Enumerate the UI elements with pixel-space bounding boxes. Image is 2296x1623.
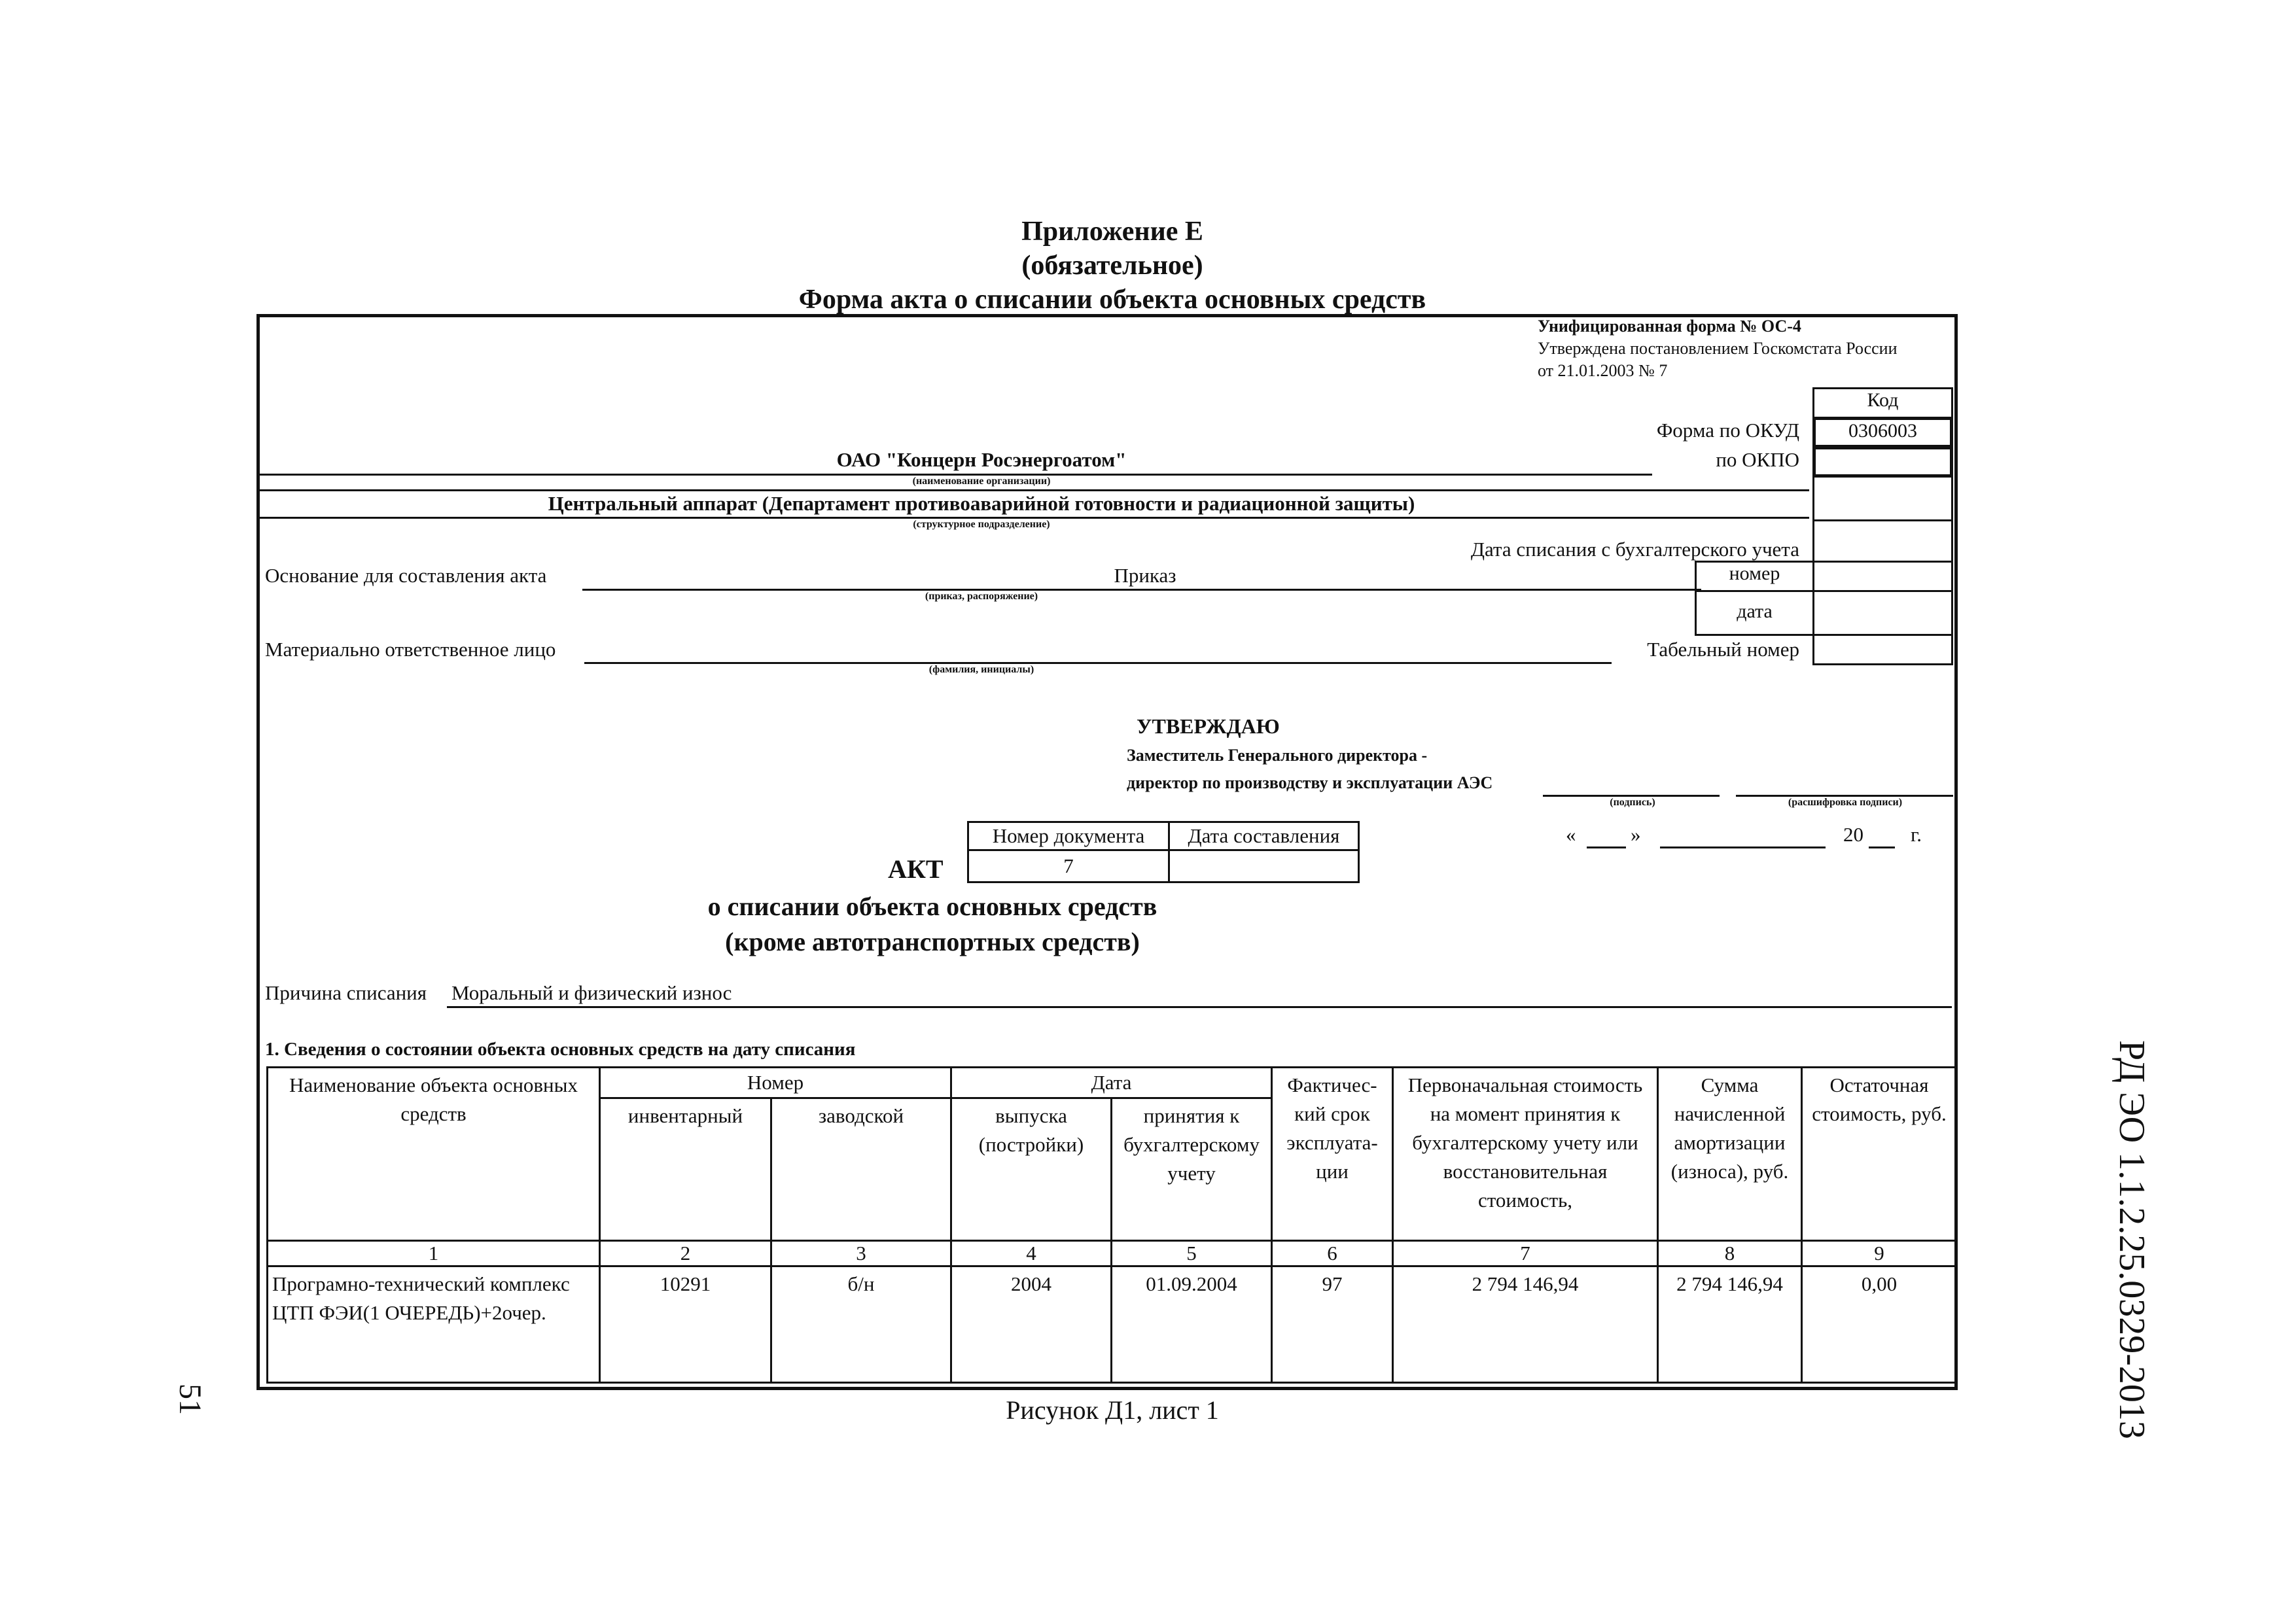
code-header: Код	[1812, 387, 1953, 419]
col8-header: Сумма начисленной амортизации (износа), руб.	[1658, 1068, 1802, 1241]
basis-number-label: номер	[1695, 561, 1814, 592]
doc-number-value: 7	[968, 850, 1169, 882]
basis-caption: (приказ, распоряжение)	[925, 591, 1038, 602]
release-date: 2004	[951, 1266, 1112, 1383]
doc-date-value[interactable]	[1169, 850, 1359, 882]
col6-header: Фактичес-кий срок эксплуата-ции	[1272, 1068, 1393, 1241]
document-table	[967, 821, 1360, 883]
depreciation: 2 794 146,94	[1658, 1266, 1802, 1383]
doc-date-header: Дата составления	[1169, 822, 1359, 850]
table-row	[268, 1266, 1957, 1383]
year-suffix: г.	[1911, 823, 1922, 846]
factory-number: б/н	[771, 1266, 951, 1383]
number-group-header: Номер	[600, 1068, 951, 1098]
side-document-code: РД ЭО 1.1.2.25.0329-2013	[2111, 1040, 2152, 1439]
approval-title: УТВЕРЖДАЮ	[1137, 714, 1280, 738]
column-number: 3	[771, 1241, 951, 1266]
unified-form-label: Унифицированная форма № ОС-4	[1538, 317, 1801, 336]
okpo-code[interactable]	[1812, 446, 1953, 478]
writeoff-date-label: Дата списания с бухгалтерского учета	[1470, 538, 1799, 561]
signature-caption: (подпись)	[1610, 797, 1655, 808]
writeoff-date-box[interactable]	[1812, 519, 1953, 563]
okpo-label: по ОКПО	[1716, 448, 1799, 471]
organization-caption: (наименование организации)	[912, 476, 1051, 487]
okud-label: Форма по ОКУД	[1656, 419, 1799, 442]
col1-header: Наименование объекта основных средств	[268, 1068, 600, 1241]
tab-number-label: Табельный номер	[1647, 638, 1799, 661]
col4-header: выпуска (постройки)	[951, 1098, 1112, 1241]
column-number: 1	[268, 1241, 600, 1266]
appendix-subtitle: (обязательное)	[1021, 251, 1203, 281]
section1-title: 1. Сведения о состоянии объекта основных средств на дату списания	[265, 1039, 856, 1060]
column-number: 2	[600, 1241, 771, 1266]
reason-line	[447, 1006, 1952, 1008]
year-line[interactable]	[1869, 846, 1895, 848]
accepted-date: 01.09.2004	[1112, 1266, 1272, 1383]
month-line[interactable]	[1660, 846, 1826, 848]
basis-date-label: дата	[1695, 590, 1814, 636]
col3-header: заводской	[771, 1098, 951, 1241]
column-number: 5	[1112, 1241, 1272, 1266]
organization-name: ОАО "Концерн Росэнергоатом"	[836, 448, 1127, 471]
division-name: Центральный аппарат (Департамент противоаварийной готовности и радиационной защиты)	[548, 492, 1415, 515]
approved-date-text: от 21.01.2003 № 7	[1538, 361, 1668, 380]
basis-label: Основание для составления акта	[265, 564, 547, 587]
doc-number-header: Номер документа	[968, 822, 1169, 850]
act-title-1: о списании объекта основных средств	[707, 892, 1157, 921]
col7-header: Первоначальная стоимость на момент принятия к бухгалтерскому учету или восстановительная стоимость,	[1393, 1068, 1658, 1241]
column-number: 8	[1658, 1241, 1802, 1266]
quote-close: »	[1631, 823, 1641, 846]
basis-date-box[interactable]	[1812, 590, 1953, 636]
approval-position-2: директор по производству и эксплуатации АЭС	[1127, 773, 1493, 792]
form-title: Форма акта о списании объекта основных средств	[798, 285, 1426, 315]
residual-value: 0,00	[1802, 1266, 1957, 1383]
initial-cost: 2 794 146,94	[1393, 1266, 1658, 1383]
okud-code: 0306003	[1812, 417, 1953, 448]
basis-number-box[interactable]	[1812, 561, 1953, 592]
year-prefix: 20	[1843, 823, 1863, 846]
inventory-number: 10291	[600, 1266, 771, 1383]
approved-by-text: Утверждена постановлением Госкомстата России	[1538, 339, 1898, 358]
col9-header: Остаточная стоимость, руб.	[1802, 1068, 1957, 1241]
column-number: 7	[1393, 1241, 1658, 1266]
reason-value: Моральный и физический износ	[451, 981, 732, 1004]
col2-header: инвентарный	[600, 1098, 771, 1241]
organization-divider	[258, 489, 1809, 491]
appendix-title: Приложение Е	[1021, 217, 1203, 247]
actual-term: 97	[1272, 1266, 1393, 1383]
column-number: 4	[951, 1241, 1112, 1266]
asset-name: Програмно-технический комплекс ЦТП ФЭИ(1 ОЧЕРЕДЬ)+2очер.	[268, 1266, 600, 1383]
division-caption: (структурное подразделение)	[913, 519, 1050, 530]
column-number: 9	[1802, 1241, 1957, 1266]
quote-open: «	[1566, 823, 1576, 846]
decode-caption: (расшифровка подписи)	[1788, 797, 1903, 808]
page-number: 51	[173, 1384, 207, 1415]
act-title-2: (кроме автотранспортных средств)	[725, 927, 1140, 956]
division-code-box[interactable]	[1812, 476, 1953, 521]
responsible-label: Материально ответственное лицо	[265, 638, 556, 661]
day-line[interactable]	[1587, 846, 1626, 848]
act-word: АКТ	[888, 854, 944, 884]
reason-label: Причина списания	[265, 981, 427, 1004]
column-number: 6	[1272, 1241, 1393, 1266]
date-group-header: Дата	[951, 1068, 1272, 1098]
assets-table	[266, 1066, 1958, 1384]
tab-number-box[interactable]	[1812, 634, 1953, 665]
basis-value: Приказ	[1114, 564, 1176, 587]
approval-position-1: Заместитель Генерального директора -	[1127, 746, 1428, 765]
col5-header: принятия к бухгалтерскому учету	[1112, 1098, 1272, 1241]
figure-caption: Рисунок Д1, лист 1	[1006, 1395, 1219, 1425]
responsible-caption: (фамилия, инициалы)	[928, 664, 1034, 675]
